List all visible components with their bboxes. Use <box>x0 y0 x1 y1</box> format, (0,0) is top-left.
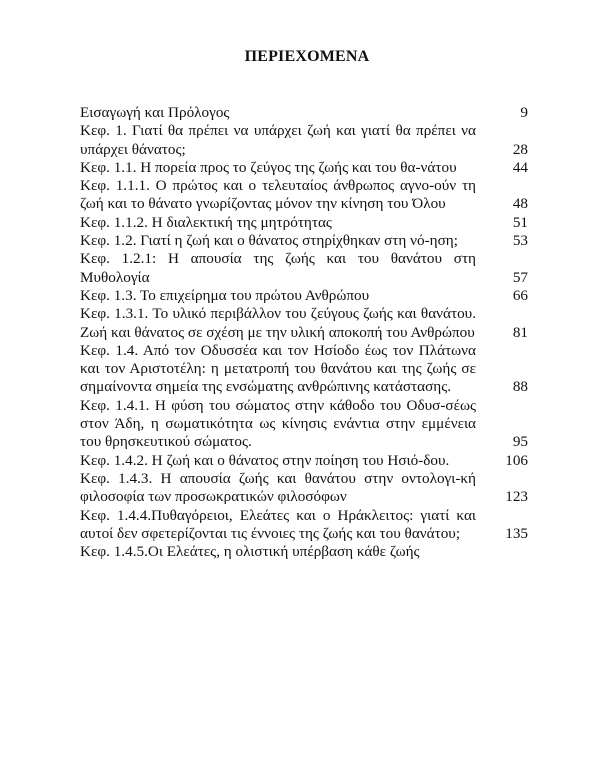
toc-entry-page: 53 <box>512 232 528 250</box>
toc-entry[interactable] <box>80 470 530 507</box>
toc-entry-title: Κεφ. 1.4.5.Οι Ελεάτες, η ολιστική υπέρβαση κάθε ζωής <box>80 543 420 561</box>
toc-entry-page: 88 <box>512 378 528 396</box>
toc-entry-title: Κεφ. 1.3.1. Το υλικό περιβάλλον του ζεύγους ζωής και θανάτου. Ζωή και θάνατος σε σχέση με την υλική αποκοπή του Ανθρώπου <box>80 305 476 341</box>
toc-entry-title: Κεφ. 1.1.2. Η διαλεκτική της μητρότητας <box>80 213 332 231</box>
toc-entry-page: 57 <box>512 268 528 286</box>
toc-entry-page: 28 <box>512 140 528 158</box>
toc-entry-page: 135 <box>505 524 528 542</box>
toc-entry-title: Κεφ. 1.4.1. Η φύση του σώματος στην κάθοδο του Οδυσ-σέως στον Άδη, η σωματικότητα ως κίνησις ενάντια στην εμμένεια του θρησκευτικού σώματος. <box>80 396 476 451</box>
toc-entry-page: 123 <box>505 488 528 506</box>
toc-entry-title: Κεφ. 1.4.4.Πυθαγόρειοι, Ελεάτες και ο Ηράκλειτος: γιατί και αυτοί δεν σφετερίζονται τις έννοιες της ζωής και του θανάτου; <box>80 506 476 542</box>
toc-entry[interactable] <box>80 397 530 452</box>
toc-entry-page: 9 <box>520 104 528 121</box>
toc-entry-page: 66 <box>512 286 528 304</box>
toc-entry[interactable] <box>80 287 530 305</box>
toc-entry-title: Κεφ. 1.4. Από τον Οδυσσέα και τον Ησίοδο έως τον Πλάτωνα και τον Αριστοτέλη: η μετατροπή του θανάτου και της ζωής σε σημαίνοντα σημεία της ενσώματης ανθρώπινης κατάστασης. <box>80 341 476 396</box>
toc-entry[interactable] <box>80 543 530 561</box>
toc-entry[interactable] <box>80 232 530 250</box>
toc-entry-page: 51 <box>512 213 528 231</box>
toc-entry[interactable] <box>80 507 530 544</box>
toc-entry[interactable] <box>80 250 530 287</box>
toc-entry-page: 95 <box>512 433 528 451</box>
toc-entry-title: Κεφ. 1.4.2. Η ζωή και ο θάνατος στην ποίηση του Ησιό-δου. <box>80 451 450 469</box>
toc-entry[interactable] <box>80 122 530 159</box>
toc-entry[interactable] <box>80 452 530 470</box>
toc-entry-page: 48 <box>512 195 528 213</box>
toc-entry-page: 106 <box>505 451 528 469</box>
toc-entry-page: 81 <box>512 323 528 341</box>
toc-entry-title: Κεφ. 1.4.3. Η απουσία ζωής και θανάτου στην οντολογι-κή φιλοσοφία των προσωκρατικών φιλοσόφων <box>80 469 476 506</box>
toc-entry[interactable] <box>80 177 530 214</box>
toc-entry-title: Εισαγωγή και Πρόλογος <box>80 104 230 121</box>
toc-entry[interactable] <box>80 104 530 122</box>
page-title: ΠΕΡΙΕΧΟΜΕΝΑ <box>244 48 370 65</box>
toc-entry-title: Κεφ. 1.1.1. Ο πρώτος και ο τελευταίος άνθρωπος αγνο-ούν τη ζωή και το θάνατο γνωρίζοντας μόνον την κίνηση του Όλου <box>80 177 476 213</box>
toc-entry[interactable] <box>80 305 530 342</box>
toc-entry[interactable] <box>80 342 530 397</box>
toc-entry-title: Κεφ. 1.2.1: Η απουσία της ζωής και του θανάτου στη Μυθολογία <box>80 250 476 286</box>
toc-entry-title: Κεφ. 1.1. Η πορεία προς το ζεύγος της ζωής και του θα-νάτου <box>80 158 457 176</box>
toc-entry[interactable] <box>80 214 530 232</box>
toc-entry-title: Κεφ. 1. Γιατί θα πρέπει να υπάρχει ζωή και γιατί θα πρέπει να υπάρχει θάνατος; <box>80 122 476 158</box>
toc-entry-page: 44 <box>512 158 528 176</box>
table-of-contents <box>80 104 530 561</box>
toc-entry[interactable] <box>80 159 530 177</box>
toc-entry-title: Κεφ. 1.3. Το επιχείρημα του πρώτου Ανθρώπου <box>80 286 370 304</box>
toc-entry-title: Κεφ. 1.2. Γιατί η ζωή και ο θάνατος στηρίχθηκαν στη νό-ηση; <box>80 232 458 250</box>
